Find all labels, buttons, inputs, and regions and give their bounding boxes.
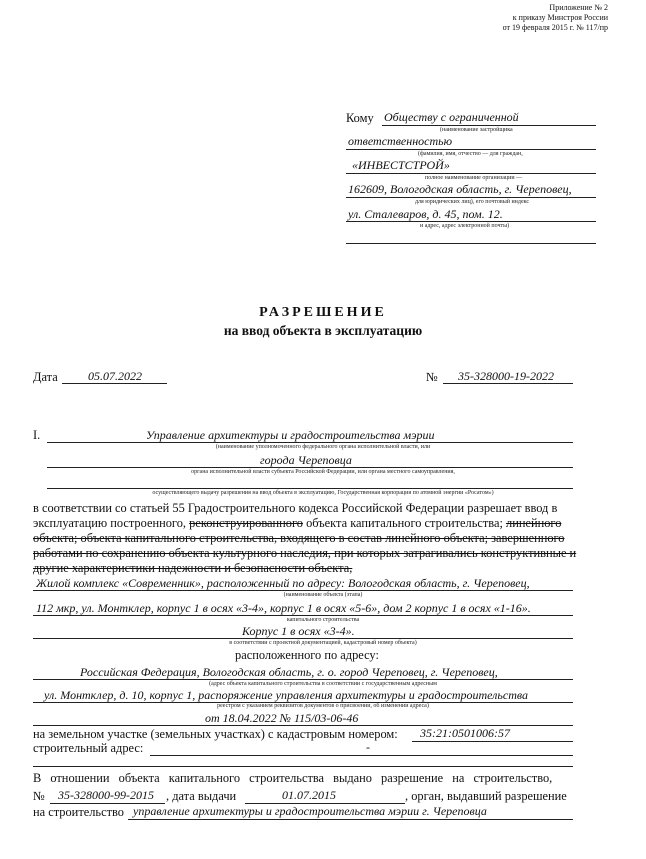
recipient-address-line-2: ул. Сталеваров, д. 45, пом. 12. — [348, 207, 503, 221]
permit-line-1: В отношении объекта капитального строительства выдано разрешение на строительство, — [33, 771, 553, 785]
address-line-1: Российская Федерация, Вологодская область, г. о. город Череповец, г. Череповец, — [80, 665, 498, 679]
caption-c: осуществляющего выдачу разрешения на ввод объекта в эксплуатацию, Государственная корпорация по атомной энергии «Росатом») — [152, 490, 494, 496]
para-line-3: объекта; объекта капитального строительства, входящего в состав линейного объекта; завершенного — [33, 531, 565, 545]
caption-e: капитального строительства — [286, 617, 360, 623]
number-label: № — [426, 370, 438, 384]
appendix-block — [503, 3, 608, 33]
authority-line-2: города Череповца — [260, 453, 352, 467]
para-line-2: эксплуатацию построенного, реконструированного объекта капитального строительства; линейного — [33, 516, 562, 530]
authority-line-1: Управление архитектуры и градостроительства мэрии — [146, 428, 435, 442]
appendix-line-1: Приложение № 2 — [549, 3, 608, 12]
recipient-caption-2: (фамилия, имя, отчество — для граждан, — [418, 151, 523, 157]
para-line-4: работами по сохранению объекта культурного наследия, при которых затрагивались конструктивные и — [33, 546, 577, 560]
number-value: 35-328000-19-2022 — [458, 369, 554, 383]
caption-d: (наименование объекта (этапа) — [283, 592, 363, 598]
build-address-value: - — [366, 740, 370, 754]
build-address-label: строительный адрес: — [33, 741, 144, 755]
permit-issuer-value: управление архитектуры и градостроительства мэрии г. Череповца — [133, 804, 487, 818]
appendix-line-3: от 19 февраля 2015 г. № 117/пр — [502, 23, 608, 32]
section-roman: I. — [33, 428, 41, 442]
recipient-caption-5: и адрес, адрес электронной почты) — [420, 223, 510, 229]
recipient-address-line-1: 162609, Вологодская область, г. Череповец, — [348, 182, 572, 196]
caption-f: в соответствии с проектной документацией, кадастровый номер объекта) — [229, 640, 417, 646]
recipient-name-line-2: ответственностью — [348, 134, 453, 148]
cadastral-value: 35:21:0501006:57 — [420, 726, 510, 740]
object-line-3: Корпус 1 в осях «3-4». — [242, 624, 355, 638]
permit-for-label: на строительство — [33, 805, 124, 819]
permit-date-value: 01.07.2015 — [282, 788, 336, 802]
address-line-2: ул. Монтклер, д. 10, корпус 1, распоряжение управления архитектуры и градостроительства — [44, 688, 528, 702]
object-line-1: Жилой комплекс «Современник», расположенный по адресу: Вологодская область, г. Череповец, — [36, 576, 530, 590]
permit-issuer-tail: , орган, выдавший разрешение — [405, 789, 567, 803]
recipient-caption-4: для юридических лиц), его почтовый индекс — [415, 199, 530, 205]
para-line-5: другие характеристики надежности и безопасности объекта, — [33, 561, 353, 575]
document-title: РАЗРЕШЕНИЕ — [259, 305, 387, 320]
document-subtitle: на ввод объекта в эксплуатацию — [223, 323, 423, 338]
appendix-line-2: к приказу Минстроя России — [512, 13, 608, 22]
caption-h: реестром с указанием реквизитов документов о присвоении, об изменении адреса) — [217, 703, 429, 709]
recipient-name-line-1: Обществу с ограниченной — [384, 110, 519, 124]
caption-b: органа исполнительной власти субъекта Российской Федерации, или органа местного самоуправления, — [191, 469, 455, 475]
caption-a: (наименование уполномоченного федерального органа исполнительной власти, или — [215, 444, 431, 450]
caption-g: (адрес объекта капитального строительства в соответствии с государственным адресным — [209, 681, 437, 687]
recipient-caption-1: (наименование застройщика — [440, 127, 513, 133]
permit-no-label: № — [33, 789, 45, 803]
permit-no-value: 35-328000-99-2015 — [58, 788, 154, 802]
cadastral-label: на земельном участке (земельных участках) с кадастровым номером: — [33, 727, 398, 741]
recipient-caption-3: полное наименование организации — — [425, 175, 523, 181]
object-line-2: 112 мкр, ул. Монтклер, корпус 1 в осях «3-4», корпус 1 в осях «5-6», дом 2 корпус 1 в осях «1-16». — [36, 601, 531, 615]
date-label: Дата — [33, 370, 58, 384]
permit-date-label: , дата выдачи — [166, 789, 237, 803]
para-line-1: в соответствии со статьей 55 Градостроительного кодекса Российской Федерации разрешает ввод в — [33, 501, 558, 515]
located-label: расположенного по адресу: — [235, 648, 379, 662]
date-value: 05.07.2022 — [88, 369, 142, 383]
to-label: Кому — [346, 111, 374, 125]
address-line-3: от 18.04.2022 № 115/03-06-46 — [205, 711, 359, 725]
recipient-name-line-3: «ИНВЕСТСТРОЙ» — [352, 158, 450, 172]
